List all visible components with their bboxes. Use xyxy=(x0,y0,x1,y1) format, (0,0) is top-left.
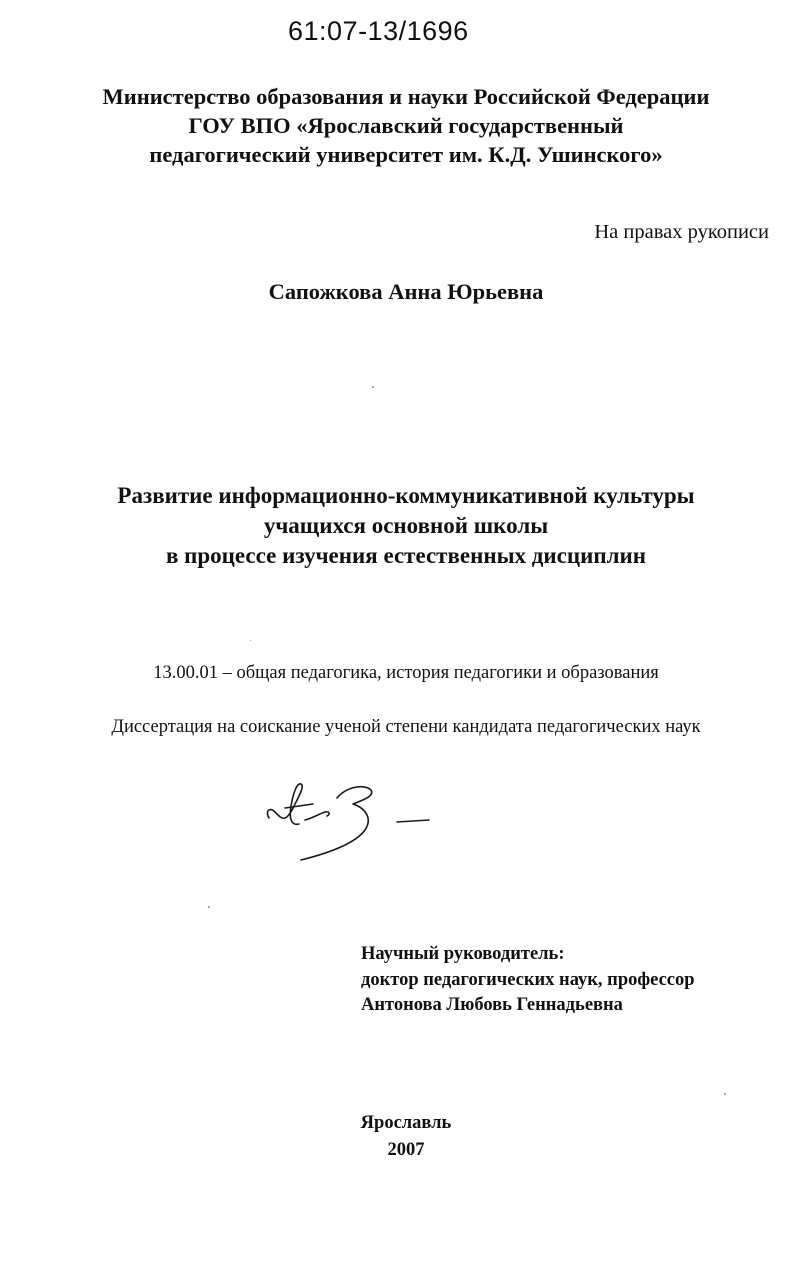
scan-speck xyxy=(372,386,374,388)
thesis-title-line-3: в процессе изучения естественных дисциплин xyxy=(165,543,647,568)
thesis-title-line-2: учащихся основной школы xyxy=(263,513,549,538)
author-name: Сапожкова Анна Юрьевна xyxy=(268,279,544,304)
organization-header xyxy=(0,82,795,169)
scan-speck xyxy=(724,1093,726,1095)
handwritten-signature xyxy=(255,768,445,868)
manuscript-rights-note: На правах рукописи xyxy=(594,221,769,243)
supervisor-name: Антонова Любовь Геннадьевна xyxy=(361,995,623,1015)
specialty-code: 13.00.01 – общая педагогика, история педагогики и образования xyxy=(153,663,659,683)
year: 2007 xyxy=(387,1140,425,1160)
organization-line-3: педагогический университет им. К.Д. Ушинского» xyxy=(149,142,663,167)
scan-speck xyxy=(208,906,210,908)
thesis-title-line-1: Развитие информационно-коммуникативной культуры xyxy=(117,483,695,508)
archive-stamp-code: 61:07-13/1696 xyxy=(288,16,469,46)
organization-line-1: Министерство образования и науки Российской Федерации xyxy=(102,84,710,109)
city-name: Ярославль xyxy=(360,1113,452,1133)
supervisor-block xyxy=(361,942,695,1019)
degree-statement: Диссертация на соискание ученой степени кандидата педагогических наук xyxy=(111,717,701,737)
organization-line-2: ГОУ ВПО «Ярославский государственный xyxy=(188,113,624,138)
scan-speck xyxy=(250,640,251,641)
thesis-title xyxy=(0,481,795,571)
supervisor-title: доктор педагогических наук, профессор xyxy=(361,969,695,990)
supervisor-heading: Научный руководитель: xyxy=(361,944,565,964)
place-and-year xyxy=(0,1110,795,1164)
